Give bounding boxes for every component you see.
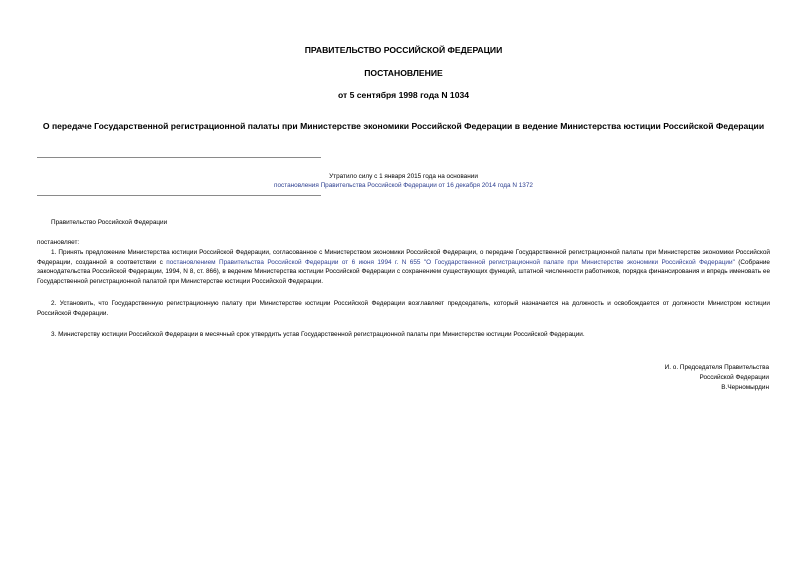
bottom-divider [37, 195, 321, 196]
document-date-number: от 5 сентября 1998 года N 1034 [337, 90, 470, 100]
document-type-heading: ПОСТАНОВЛЕНИЕ [364, 68, 443, 78]
paragraph-1 [37, 248, 770, 286]
preamble-text: Правительство Российской Федерации [51, 219, 168, 226]
top-divider [37, 157, 321, 158]
signature-name: В.Черномырдин [721, 384, 769, 391]
decides-text: постановляет: [37, 239, 80, 246]
signature-position: И. о. Председателя Правительства [664, 364, 769, 371]
paragraph-3: 3. Министерству юстиции Российской Федерации в месячный срок утвердить устав Государственной регистрационной палаты при Министерстве юстиции Российской Федерации. [51, 331, 585, 338]
repeal-decree-link[interactable]: постановления Правительства Российской Федерации от 16 декабря 2014 года N 1372 [274, 182, 533, 189]
repeal-note-link-line [0, 181, 807, 190]
government-heading: ПРАВИТЕЛЬСТВО РОССИЙСКОЙ ФЕДЕРАЦИИ [304, 45, 503, 55]
decree-655-link[interactable]: постановлением Правительства Российской Федерации от 6 июня 1994 г. N 655 "О Государственной регистрационной палате при Министерстве экономики Российской Федерации" [166, 258, 735, 266]
document-title: О передаче Государственной регистрационной палаты при Министерстве экономики Российской Федерации в ведение Министерства юстиции Российской Федерации [42, 121, 765, 131]
paragraph-2: 2. Установить, что Государственную регистрационную палату при Министерстве юстиции Российской Федерации возглавляет председатель, который назначается на должность и освобождается от должности Министром юстиции Российской Федерации. [37, 300, 770, 317]
paragraph-1-text-start: 1. Принять предложение Министерства юстиции Российской Федерации, согласованное с Министерством экономики Российской Федерации, о передаче Государственной регистрационной палаты при Министерстве экономики Российской Федерации, созданной в соответствии с [37, 249, 770, 266]
paragraph-1-text-end: (Собрание законодательства Российской Федерации, 1994, N 8, ст. 866), в ведение Министерства юстиции Российской Федерации с сохранением существующих функций, штатной численности работников, порядка финансирования и впредь именовать ее Государственной регистрационной палатой при Министерстве юстиции Российской Федерации. [37, 258, 770, 285]
repeal-note: Утратило силу с 1 января 2015 года на основании [329, 173, 478, 180]
signature-org: Российской Федерации [699, 374, 769, 381]
